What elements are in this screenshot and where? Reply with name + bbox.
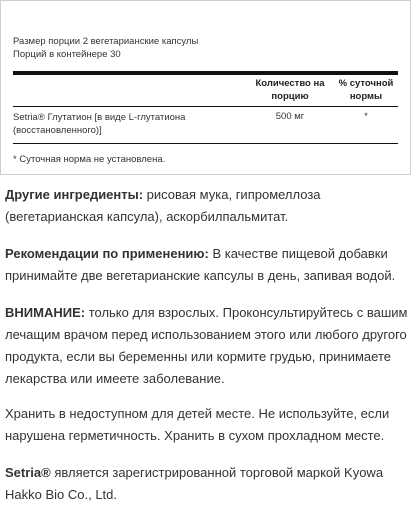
warning-label: ВНИМАНИЕ: <box>5 305 86 320</box>
footer-divider <box>13 143 398 144</box>
column-header-amount: Количество на порцию <box>255 78 325 102</box>
ingredient-amount: 500 мг <box>275 111 305 122</box>
usage-text: В качестве пищевой добавки принимайте две вегетарианские капсулы в день, запивая водой. <box>5 246 396 283</box>
thick-divider <box>13 71 398 75</box>
usage-label: Рекомендации по применению: <box>5 246 209 261</box>
ingredient-daily-value: * <box>364 111 368 122</box>
column-header-daily-value: % суточной нормы <box>338 78 394 102</box>
serving-size: Размер порции 2 вегетарианские капсулы <box>13 36 199 47</box>
warning <box>5 302 410 390</box>
usage-directions <box>5 243 410 287</box>
trademark-notice <box>5 462 410 506</box>
ingredient-name: Setria® Глутатион [в виде L-глутатиона (восстановленного)] <box>13 112 186 136</box>
other-ingredients-label: Другие ингредиенты: <box>5 187 144 202</box>
trademark-label: Setria® <box>5 465 51 480</box>
servings-per-container: Порций в контейнере 30 <box>13 49 121 60</box>
trademark-text: является зарегистрированной торговой маркой Kyowa Hakko Bio Co., Ltd. <box>5 465 384 502</box>
other-ingredients <box>5 184 410 228</box>
footnote: * Суточная норма не установлена. <box>13 154 166 165</box>
warning-text: только для взрослых. Проконсультируйтесь с вашим лечащим врачом перед использованием этого или любого другого продукта, если вы беременны или кормите грудью, принимаете лекарства или имеете заболевание. <box>5 305 408 386</box>
storage-instructions: Хранить в недоступном для детей месте. Не используйте, если нарушена герметичность. Хранить в сухом прохладном месте. <box>5 406 390 443</box>
serving-info <box>13 35 198 61</box>
header-divider <box>13 106 398 107</box>
other-ingredients-text: рисовая мука, гипромеллоза (вегетарианская капсула), аскорбилпальмитат. <box>5 187 321 224</box>
supplement-facts-box <box>0 0 411 175</box>
